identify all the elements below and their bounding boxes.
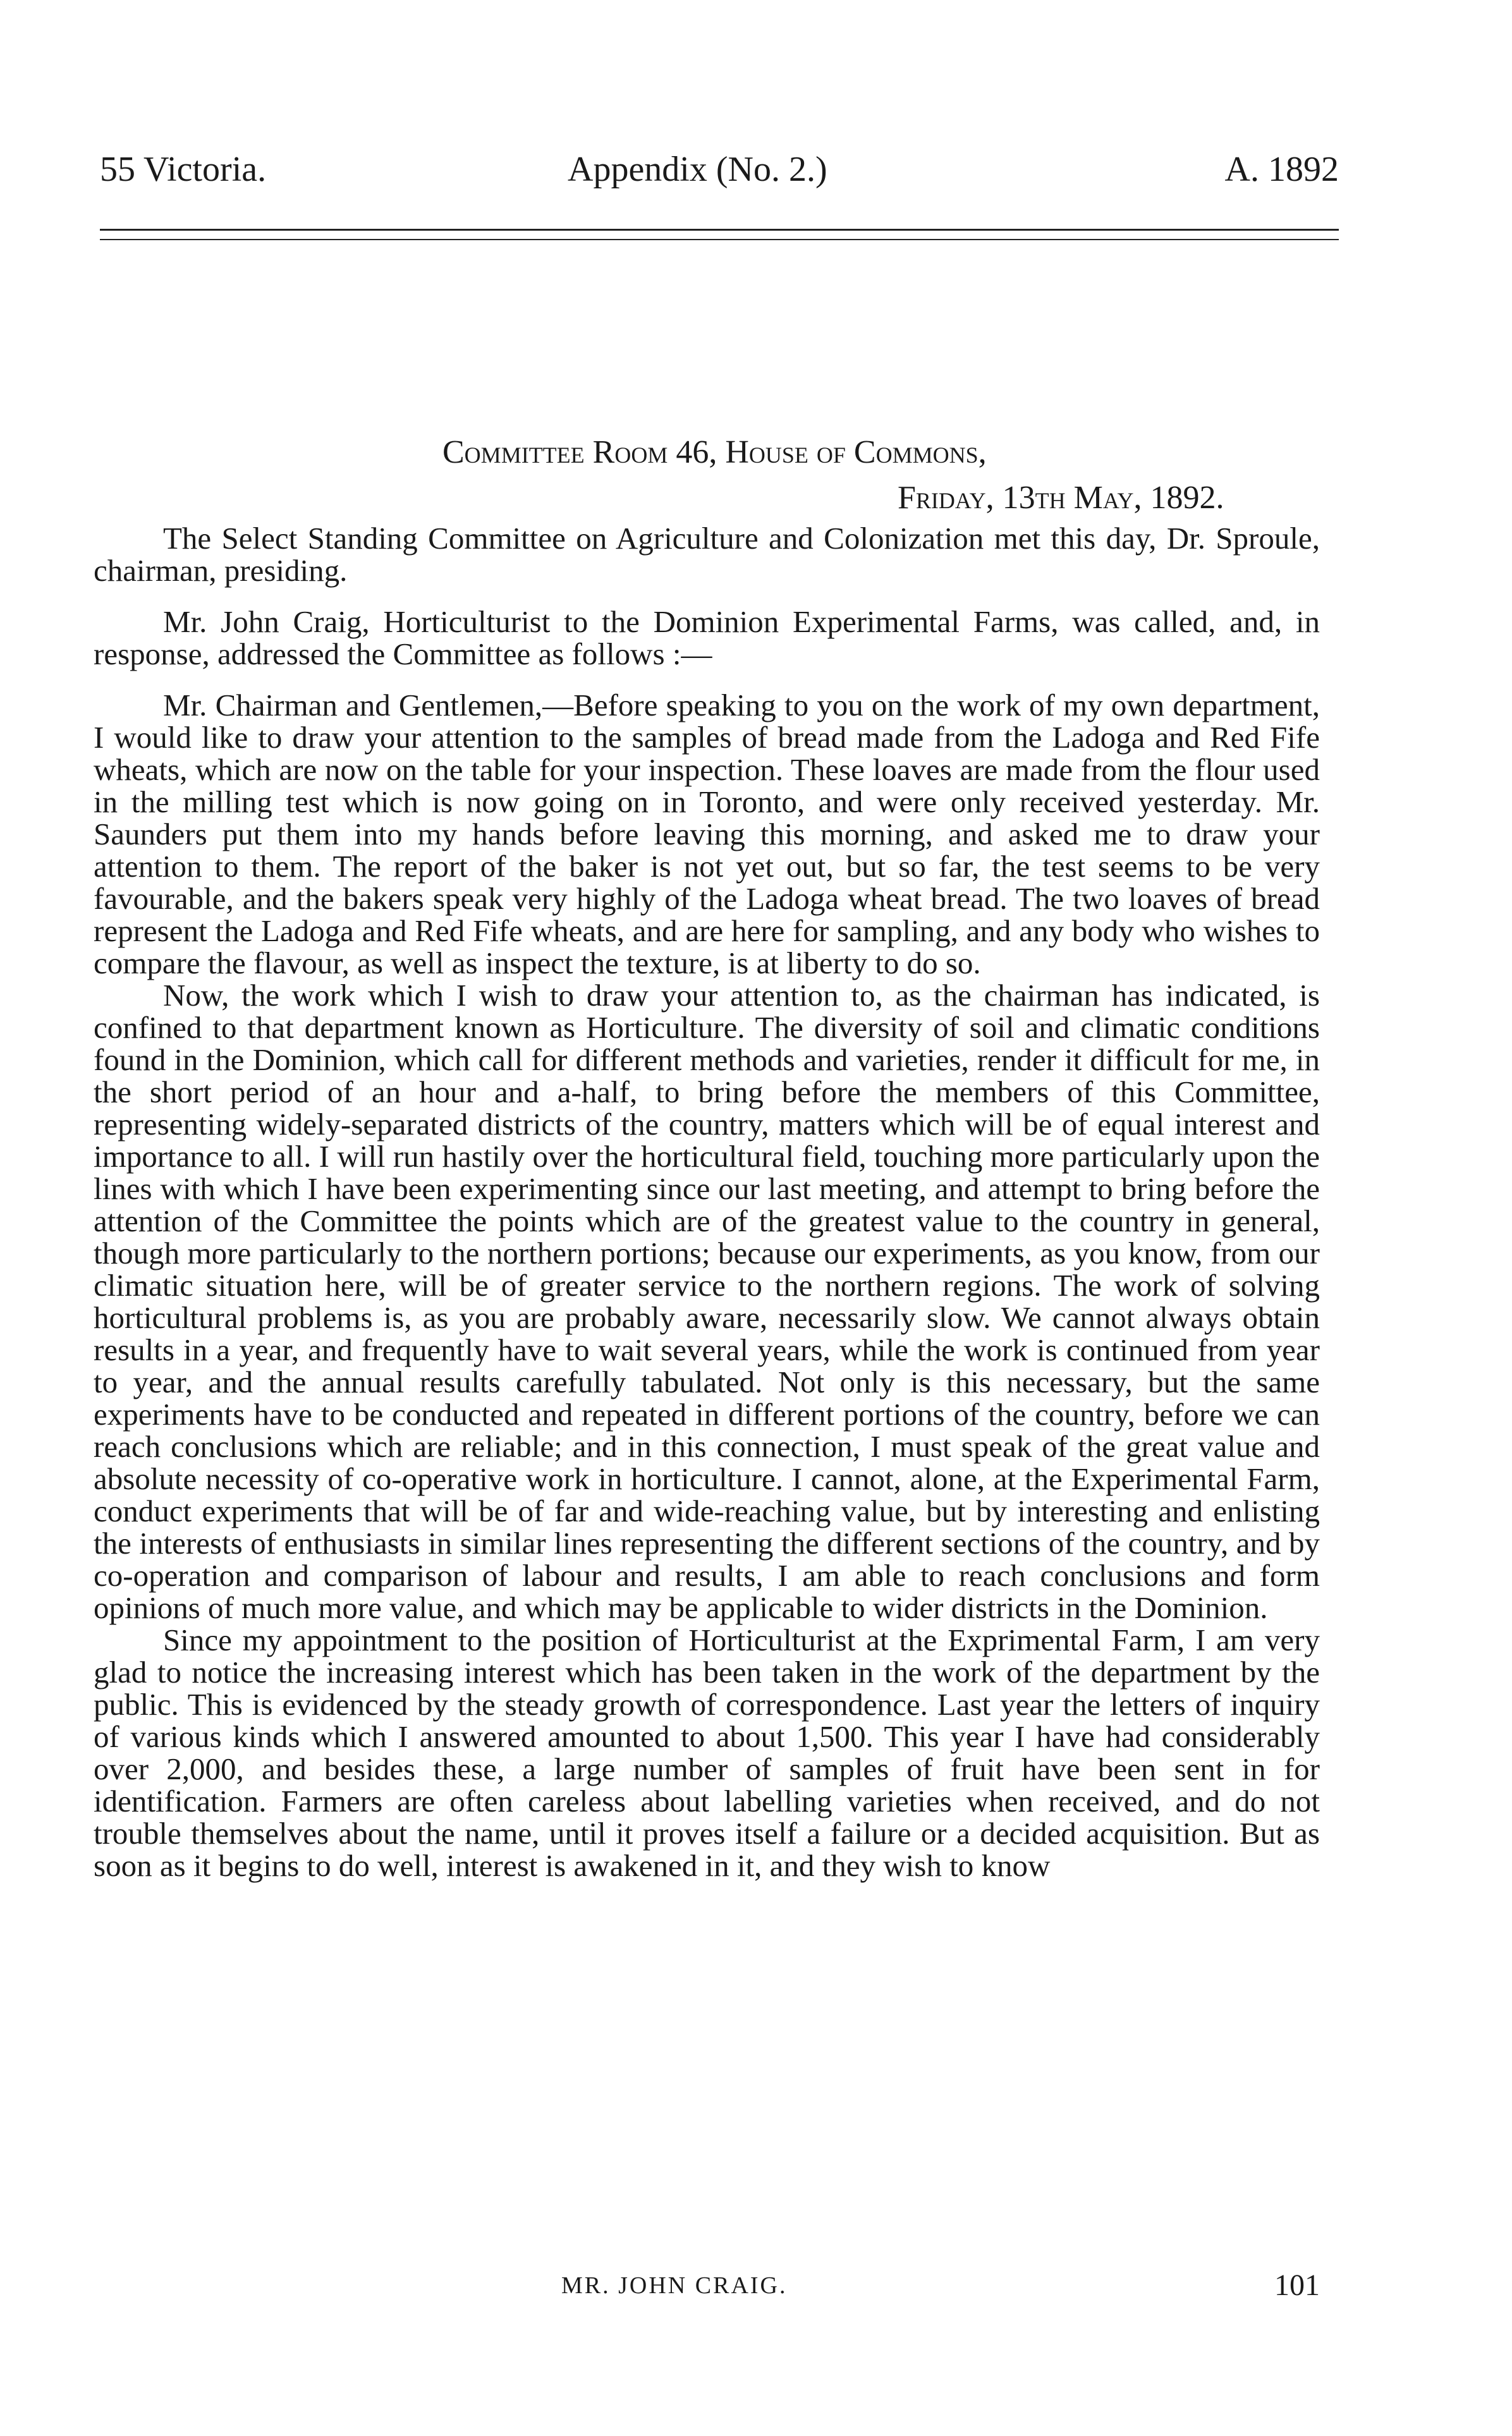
dateline-date: Friday, 13th May, 1892. <box>898 480 1224 516</box>
dateline-location: Committee Room 46, House of Commons, <box>442 434 987 470</box>
page-footer <box>94 2269 1320 2310</box>
header-rule <box>100 229 1339 231</box>
paragraph-correspondence: Since my appointment to the position of Horticulturist at the Exprimental Farm, I am very glad to notice the increasing interest which has been taken in the work of the department by the public. This is evidenced by the steady growth of correspondence. Last year the letters of inquiry of various kinds which I answered amounted to about 1,500. This year I have had considerably over 2,000, and besides these, a large number of samples of fruit have been sent in for identification. Farmers are often careless about labelling varieties when received, and do not trouble themselves about the name, until it proves itself a failure or a decided acquisition. But as soon as it begins to do well, interest is awakened in it, and they wish to know <box>94 1623 1320 1883</box>
footer-running-name: MR. JOHN CRAIG. <box>561 2272 788 2299</box>
dateline <box>442 430 1277 521</box>
header-session: 55 Victoria. <box>100 150 267 189</box>
page-number: 101 <box>1274 2269 1320 2302</box>
paragraph-bread-samples: Mr. Chairman and Gentlemen,—Before speaking to you on the work of my own department, I would like to draw your attention to the samples of bread made from the Ladoga and Red Fife wheats, which are now on the table for your inspection. These loaves are made from the flour used in the milling test which is now going on in Toronto, and were only received yesterday. Mr. Saunders put them into my hands before leaving this morning, and asked me to draw your attention to them. The report of the baker is not yet out, but so far, the test seems to be very favourable, and the bakers speak very highly of the Ladoga wheat bread. The two loaves of bread represent the Ladoga and Red Fife wheats, and are here for sampling, and any body who wishes to compare the flavour, as well as inspect the texture, is at liberty to do so. <box>94 688 1320 980</box>
running-header <box>100 149 1339 206</box>
header-year: A. 1892 <box>1224 150 1339 189</box>
paragraph-witness-called: Mr. John Craig, Horticulturist to the Dominion Experimental Farms, was called, and, in response, addressed the Committee as follows :— <box>94 604 1320 671</box>
paragraph-horticulture-work: Now, the work which I wish to draw your attention to, as the chairman has indicated, is confined to that department known as Horticulture. The diversity of soil and climatic conditions found in the Dominion, which call for different methods and varieties, render it difficult for me, in the short period of an hour and a-half, to bring before the members of this Committee, representing widely-separated districts of the country, matters which will be of equal interest and importance to all. I will run hastily over the horticultural field, touching more particularly upon the lines with which I have been experimenting since our last meeting, and attempt to bring before the attention of the Committee the points which are of the greatest value to the country in general, though more particularly to the northern portions; because our experiments, as you know, from our climatic situation here, will be of greater service to the northern regions. The work of solving horticultural problems is, as you are probably aware, necessarily slow. We cannot always obtain results in a year, and frequently have to wait several years, while the work is continued from year to year, and the annual results carefully tabulated. Not only is this necessary, but the same experiments have to be conducted and repeated in different portions of the country, before we can reach conclusions which are reliable; and in this connection, I must speak of the great value and absolute necessity of co-operative work in horticulture. I cannot, alone, at the Experimental Farm, conduct experiments that will be of far and wide-reaching value, but by interesting and enlisting the interests of enthusiasts in similar lines representing the different sections of the country, and by co-operation and comparison of labour and results, I am able to reach conclusions and form opinions of much more value, and which may be applicable to wider districts in the Dominion. <box>94 978 1320 1625</box>
header-rule-secondary <box>100 239 1339 240</box>
header-appendix: Appendix (No. 2.) <box>568 150 827 189</box>
body-text <box>94 522 1320 1882</box>
paragraph-meeting: The Select Standing Committee on Agriculture and Colonization met this day, Dr. Sproule, chairman, presiding. <box>94 521 1320 588</box>
